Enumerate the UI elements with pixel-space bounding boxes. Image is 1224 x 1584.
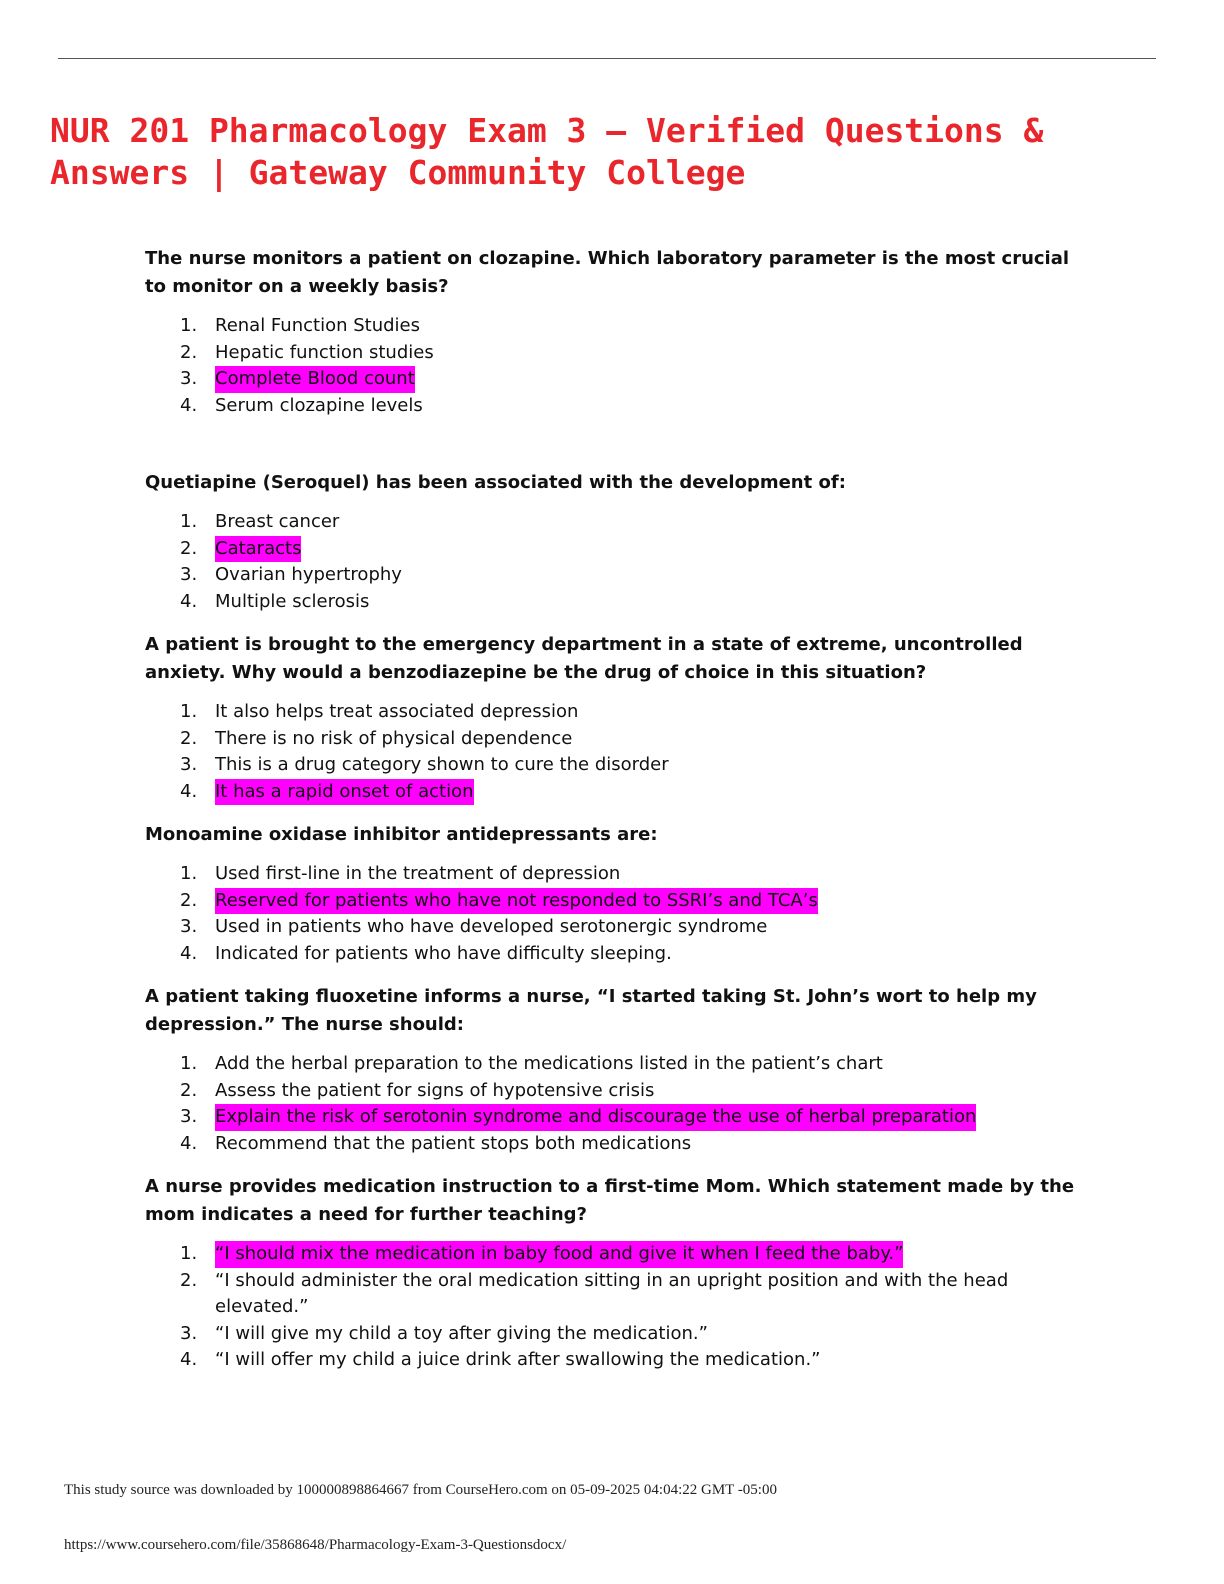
highlighted-answer: Complete Blood count: [215, 366, 415, 393]
question-text: Quetiapine (Seroquel) has been associated with the development of:: [145, 472, 846, 493]
question-text: A patient taking fluoxetine informs a nurse, “I started taking St. John’s wort to help my depression.” The nurse should:: [145, 986, 1037, 1035]
question-text: A patient is brought to the emergency department in a state of extreme, uncontrolled anxiety. Why would a benzodiazepine be the drug of choice in this situation?: [145, 634, 1023, 683]
question-5: [145, 983, 1075, 1157]
option-text: Recommend that the patient stops both medications: [215, 1132, 692, 1154]
page-title: NUR 201 Pharmacology Exam 3 – Verified Questions & Answers | Gateway Community College: [50, 111, 1044, 192]
answer-option: [145, 1131, 1075, 1158]
option-number: 1.: [180, 1053, 198, 1074]
option-number: 4.: [180, 394, 198, 416]
option-number: 4.: [180, 1132, 198, 1154]
answer-option: [145, 589, 1075, 616]
option-number: 4.: [180, 1349, 198, 1370]
answer-options: [145, 313, 1075, 419]
option-number: 1.: [180, 701, 198, 722]
option-number: 1.: [180, 315, 198, 336]
option-text: Indicated for patients who have difficulty sleeping.: [215, 942, 672, 964]
answer-option: [145, 861, 1075, 888]
answer-option: [145, 752, 1075, 779]
answer-option: [145, 1347, 1075, 1374]
answer-option: [145, 914, 1075, 941]
option-number: 3.: [180, 368, 198, 389]
answer-options: [145, 1051, 1075, 1157]
option-text: “I should administer the oral medication sitting in an upright position and with the head elevated.”: [215, 1269, 1009, 1317]
answer-option-correct: [145, 1104, 1075, 1131]
source-url: https://www.coursehero.com/file/35868648/Pharmacology-Exam-3-Questionsdocx/: [64, 1537, 567, 1553]
option-number: 2.: [180, 1269, 198, 1291]
option-number: 4.: [180, 590, 198, 612]
answer-option: [145, 340, 1075, 367]
option-text: “I will give my child a toy after giving the medication.”: [215, 1322, 708, 1344]
answer-options: [145, 509, 1075, 615]
answer-option-correct: [145, 888, 1075, 915]
option-text: This is a drug category shown to cure the disorder: [215, 754, 669, 775]
question-text: The nurse monitors a patient on clozapine. Which laboratory parameter is the most crucial to monitor on a weekly basis?: [145, 248, 1070, 297]
answer-option: [145, 1268, 1075, 1321]
option-number: 1.: [180, 863, 198, 884]
highlighted-answer: It has a rapid onset of action: [215, 779, 474, 806]
option-text: Add the herbal preparation to the medications listed in the patient’s chart: [215, 1053, 883, 1074]
option-number: 1.: [180, 511, 198, 532]
option-text: Ovarian hypertrophy: [215, 564, 402, 585]
answer-option: [145, 313, 1075, 340]
answer-options: [145, 699, 1075, 805]
answer-option: [145, 726, 1075, 753]
option-number: 3.: [180, 916, 198, 937]
option-number: 1.: [180, 1243, 198, 1264]
option-number: 3.: [180, 1322, 198, 1344]
option-number: 2.: [180, 1079, 198, 1101]
answer-option: [145, 941, 1075, 968]
answer-option-correct: [145, 779, 1075, 806]
option-number: 2.: [180, 727, 198, 749]
answer-option: [145, 393, 1075, 420]
download-source-notice: This study source was downloaded by 100000898864667 from CourseHero.com on 05-09-2025 04:04:22 GMT -05:00: [64, 1482, 777, 1498]
option-text: Breast cancer: [215, 511, 340, 532]
highlighted-answer: Explain the risk of serotonin syndrome and discourage the use of herbal preparation: [215, 1104, 976, 1131]
question-1: [145, 245, 1075, 419]
highlighted-answer: Reserved for patients who have not responded to SSRI’s and TCA’s: [215, 888, 818, 915]
question-text: Monoamine oxidase inhibitor antidepressants are:: [145, 824, 658, 845]
answer-options: [145, 1241, 1075, 1374]
question-3: [145, 631, 1075, 805]
option-text: There is no risk of physical dependence: [215, 727, 573, 749]
answer-option: [145, 1321, 1075, 1348]
question-text: A nurse provides medication instruction to a first-time Mom. Which statement made by the mom indicates a need for further teaching?: [145, 1176, 1075, 1225]
option-text: Multiple sclerosis: [215, 590, 370, 612]
highlighted-answer: “I should mix the medication in baby food and give it when I feed the baby.”: [215, 1241, 903, 1268]
option-text: Used first-line in the treatment of depression: [215, 863, 621, 884]
option-text: Serum clozapine levels: [215, 394, 423, 416]
question-6: [145, 1173, 1075, 1374]
option-text: Assess the patient for signs of hypotensive crisis: [215, 1079, 655, 1101]
answer-option-correct: [145, 1241, 1075, 1268]
question-list: [145, 245, 1075, 1390]
option-number: 4.: [180, 942, 198, 964]
option-text: Hepatic function studies: [215, 341, 434, 363]
option-number: 2.: [180, 889, 198, 911]
option-number: 2.: [180, 537, 198, 559]
highlighted-answer: Cataracts: [215, 536, 301, 563]
answer-option: [145, 699, 1075, 726]
answer-options: [145, 861, 1075, 967]
option-number: 3.: [180, 754, 198, 775]
answer-option-correct: [145, 366, 1075, 393]
top-divider: [58, 58, 1156, 59]
question-4: [145, 821, 1075, 967]
answer-option: [145, 1051, 1075, 1078]
answer-option: [145, 1078, 1075, 1105]
option-number: 3.: [180, 564, 198, 585]
option-text: “I will offer my child a juice drink after swallowing the medication.”: [215, 1349, 821, 1370]
option-number: 3.: [180, 1106, 198, 1127]
option-text: It also helps treat associated depression: [215, 701, 579, 722]
answer-option-correct: [145, 536, 1075, 563]
option-text: Used in patients who have developed serotonergic syndrome: [215, 916, 768, 937]
option-number: 4.: [180, 780, 198, 802]
option-number: 2.: [180, 341, 198, 363]
answer-option: [145, 509, 1075, 536]
answer-option: [145, 562, 1075, 589]
question-2: [145, 469, 1075, 615]
option-text: Renal Function Studies: [215, 315, 420, 336]
